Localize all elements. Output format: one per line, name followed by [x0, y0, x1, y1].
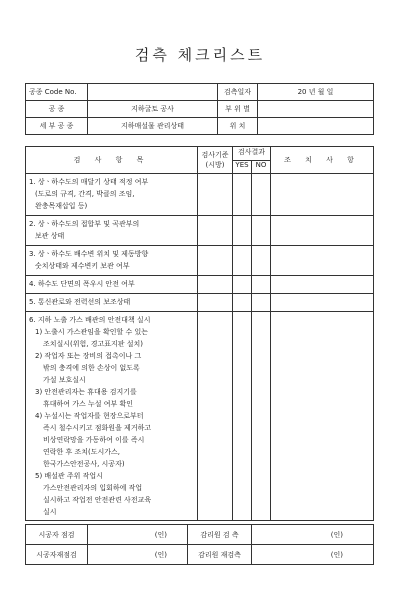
- item-line: 가스안전관리자의 입회하에 작업: [43, 484, 143, 492]
- item-line: 휴대하여 가스 누설 여부 확인: [43, 400, 134, 408]
- item-line: 숫치상태와 제수변키 보관 여부: [35, 262, 130, 270]
- no-checkbox[interactable]: [252, 276, 271, 294]
- item-text: [26, 312, 198, 521]
- action-cell[interactable]: [271, 174, 374, 216]
- header-value[interactable]: 지하굴토 공사: [88, 101, 218, 118]
- item-text: [26, 174, 198, 216]
- item-line: 실시하고 작업전 안전관련 사전교육: [43, 496, 152, 504]
- item-line: 조치실시(위험, 경고표지판 설치): [43, 340, 144, 348]
- header-table: [25, 83, 374, 135]
- col-standard-header: [198, 147, 233, 174]
- yes-checkbox[interactable]: [233, 174, 252, 216]
- header-label2: 검측일자: [218, 84, 258, 101]
- no-checkbox[interactable]: [252, 216, 271, 246]
- header-value2[interactable]: [258, 101, 374, 118]
- action-cell[interactable]: [271, 312, 374, 521]
- page-title: 검측 체크리스트: [134, 46, 266, 64]
- col-yes-header: YES: [233, 160, 252, 174]
- yes-checkbox[interactable]: [233, 312, 252, 521]
- no-checkbox[interactable]: [252, 174, 271, 216]
- yes-checkbox[interactable]: [233, 246, 252, 276]
- signature-row: [26, 525, 374, 545]
- header-label: 세 부 공 종: [26, 118, 88, 135]
- action-cell[interactable]: [271, 216, 374, 246]
- item-line: 5. 통신관로와 전력선의 보조상태: [29, 298, 131, 306]
- signature-mark[interactable]: (인): [88, 545, 188, 565]
- item-line: 밖의 충격에 의한 손상이 없도록: [43, 364, 140, 372]
- header-value2[interactable]: [258, 118, 374, 135]
- item-line: 즉시 철수시키고 점화원을 제거하고: [43, 424, 152, 432]
- checklist-header-row: [26, 147, 374, 161]
- item-line: 1. 상ㆍ하수도의 매달기 상태 적정 여부: [29, 178, 149, 186]
- item-line: 4) 누설시는 작업자를 현장으로부터: [35, 412, 144, 420]
- item-line: 보관 상태: [35, 232, 65, 240]
- action-cell[interactable]: [271, 294, 374, 312]
- checklist-row: [26, 246, 374, 276]
- header-label: 공 종: [26, 101, 88, 118]
- signature-mark2[interactable]: (인): [252, 525, 374, 545]
- checklist-row: [26, 312, 374, 521]
- item-text: [26, 294, 198, 312]
- item-line: 비상연락망을 가동하여 이를 즉시: [43, 436, 145, 444]
- header-value[interactable]: [88, 84, 218, 101]
- item-line: 4. 하수도 단면의 폭우시 안전 여부: [29, 280, 135, 288]
- no-checkbox[interactable]: [252, 246, 271, 276]
- checklist-row: [26, 216, 374, 246]
- signature-mark[interactable]: (인): [88, 525, 188, 545]
- item-line: 2) 작업자 또는 장비의 접촉이나 그: [35, 352, 142, 360]
- signature-label2: 감리원 재검측: [188, 545, 252, 565]
- header-value2[interactable]: 20 년 월 일: [258, 84, 374, 101]
- yes-checkbox[interactable]: [233, 276, 252, 294]
- header-label2: 위 치: [218, 118, 258, 135]
- checklist-row: [26, 276, 374, 294]
- item-line: 가설 보호실시: [43, 376, 86, 384]
- item-line: 5) 배설관 주위 작업시: [35, 472, 103, 480]
- standard-cell[interactable]: [198, 216, 233, 246]
- signature-label2: 감리원 검 측: [188, 525, 252, 545]
- yes-checkbox[interactable]: [233, 216, 252, 246]
- standard-cell[interactable]: [198, 174, 233, 216]
- item-line: 6. 지하 노출 가스 배관의 안전대책 실시: [29, 316, 151, 324]
- standard-cell[interactable]: [198, 294, 233, 312]
- item-line: 1) 노출시 가스관임을 확인할 수 있는: [35, 328, 148, 336]
- col-standard-label: 검사기준: [201, 151, 229, 159]
- no-checkbox[interactable]: [252, 294, 271, 312]
- checklist-row: [26, 174, 374, 216]
- item-line: (도로의 규격, 간격, 박클의 조임,: [35, 190, 135, 198]
- header-row: [26, 118, 374, 135]
- signature-mark2[interactable]: (인): [252, 545, 374, 565]
- header-label2: 부 위 별: [218, 101, 258, 118]
- standard-cell[interactable]: [198, 276, 233, 294]
- col-no-header: NO: [252, 160, 271, 174]
- item-line: 한국가스안전공사, 시공자): [43, 460, 125, 468]
- action-cell[interactable]: [271, 276, 374, 294]
- checklist-row: [26, 294, 374, 312]
- signature-label: 시공자 점검: [26, 525, 88, 545]
- action-cell[interactable]: [271, 246, 374, 276]
- item-text: [26, 246, 198, 276]
- signature-label: 시공자재점검: [26, 545, 88, 565]
- header-value[interactable]: 지하매설물 관리상태: [88, 118, 218, 135]
- item-line: 연락한 후 조치(도시가스,: [43, 448, 121, 456]
- col-item-header: 검 사 항 목: [26, 147, 198, 174]
- header-row: [26, 101, 374, 118]
- item-line: 실시: [43, 508, 57, 516]
- item-text: [26, 216, 198, 246]
- item-line: 3) 안전관리자는 휴대용 검지기를: [35, 388, 137, 396]
- item-text: [26, 276, 198, 294]
- checklist-table: [25, 146, 374, 521]
- item-line: 3. 상ㆍ하수도 배수변 위치 및 제동방향: [29, 250, 149, 258]
- col-standard-sub: (시방): [205, 161, 225, 169]
- item-line: 완충목재삽입 등): [35, 202, 88, 210]
- yes-checkbox[interactable]: [233, 294, 252, 312]
- col-action-header: 조 치 사 항: [271, 147, 374, 174]
- header-label: 공종 Code No.: [26, 84, 88, 101]
- no-checkbox[interactable]: [252, 312, 271, 521]
- col-result-header: 검사결과: [233, 147, 271, 161]
- header-row: [26, 84, 374, 101]
- signature-table: [25, 524, 374, 565]
- standard-cell[interactable]: [198, 246, 233, 276]
- signature-row: [26, 545, 374, 565]
- standard-cell[interactable]: [198, 312, 233, 521]
- item-line: 2. 상ㆍ하수도의 접합부 및 곡관부의: [29, 220, 140, 228]
